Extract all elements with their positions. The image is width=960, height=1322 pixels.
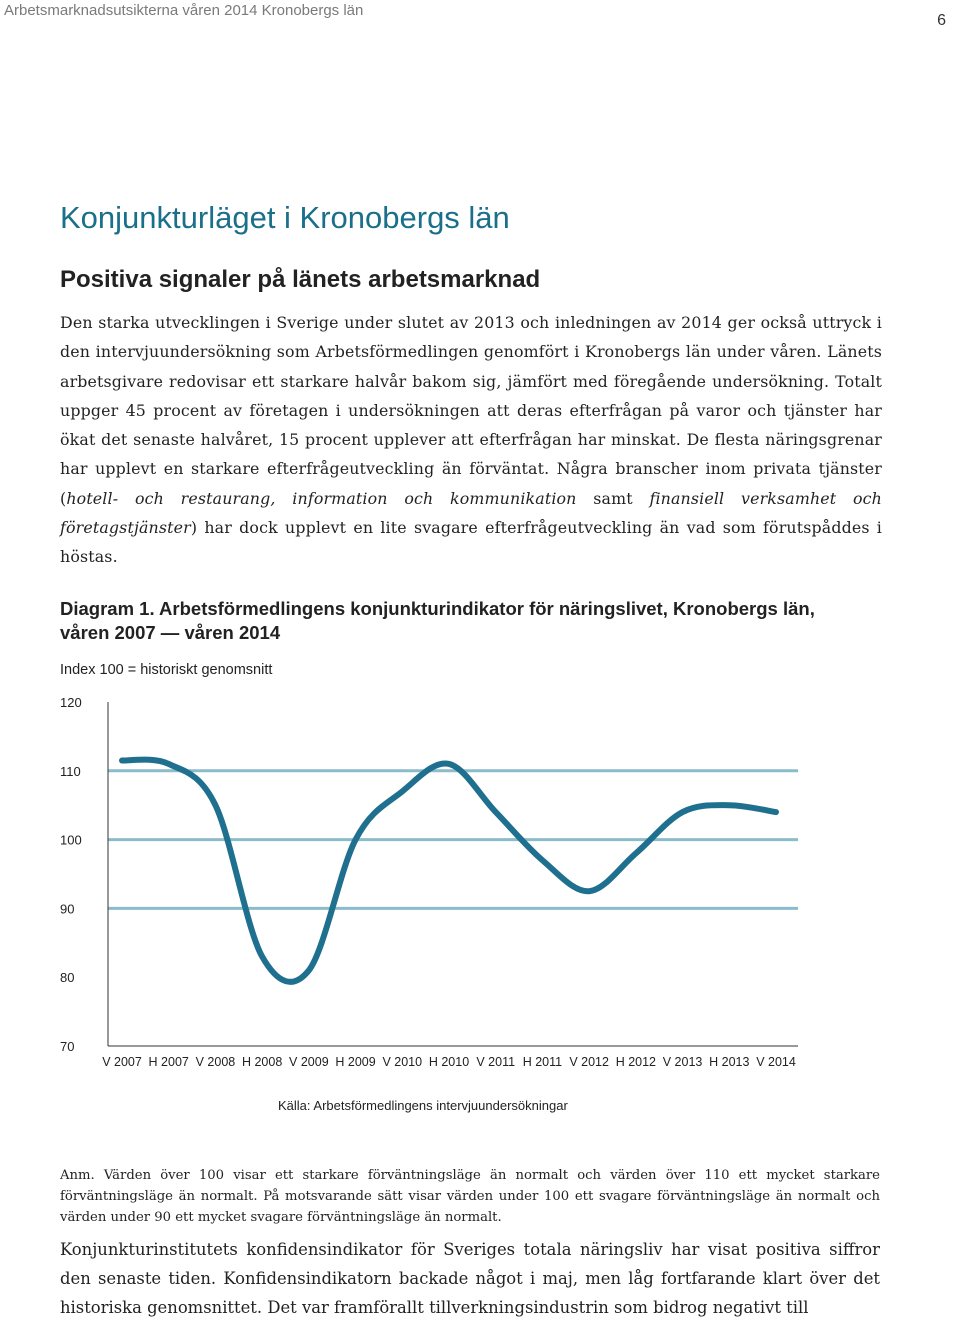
x-tick-label: V 2009: [289, 1055, 329, 1069]
page-number: 6: [937, 12, 946, 29]
x-tick-label: V 2013: [662, 1055, 703, 1069]
running-header: Arbetsmarknadsutsikterna våren 2014 Kronobergs län: [4, 2, 364, 19]
y-axis-ticks: [60, 695, 82, 1054]
y-tick-label: 70: [60, 1039, 75, 1054]
body-text-2: samt: [576, 488, 650, 508]
diagram-caption: Diagram 1. Arbetsförmedlingens konjunkturindikator för näringslivet, Kronobergs län, våren 2007 — våren 2014: [60, 598, 815, 643]
x-tick-label: V 2012: [569, 1055, 609, 1069]
y-tick-label: 80: [60, 970, 75, 986]
x-tick-label: H 2009: [335, 1055, 376, 1069]
x-tick-label: H 2010: [428, 1055, 470, 1069]
x-tick-label: V 2007: [102, 1055, 142, 1069]
x-tick-label: H 2012: [615, 1055, 657, 1069]
bottom-paragraph: Konjunkturinstitutets konfidensindikator för Sveriges totala näringsliv har visat positiva siffror den senaste tiden. Konfidensindikatorn backade något i maj, men låg fortfarande klart över det historiska genomsnittet. Det var framförallt tillverkningsindustrin som bidrog negativt till: [60, 1240, 880, 1317]
reference-lines: [108, 771, 798, 909]
y-tick-label: 120: [60, 695, 82, 710]
x-tick-label: V 2010: [382, 1055, 423, 1069]
body-italic-1: hotell- och restaurang, information och kommunikation: [66, 488, 577, 508]
page-title: Konjunkturläget i Kronobergs län: [60, 200, 510, 235]
body-italic-2: finansiell verksamhet och företagstjänster: [60, 488, 882, 538]
x-tick-label: H 2011: [522, 1055, 563, 1069]
index-note: Index 100 = historiskt genomsnitt: [60, 662, 273, 678]
chart-source: Källa: Arbetsförmedlingens intervjuundersökningar: [278, 1098, 568, 1113]
x-tick-label: V 2014: [756, 1055, 796, 1069]
x-axis-ticks: [102, 1055, 796, 1069]
body-text-1: Den starka utvecklingen i Sverige under slutet av 2013 och inledningen av 2014 ger också uttryck i den intervjuundersökning som Arbetsförmedlingen genomfört i Kronobergs län under våren. Länets arbetsgivare redovisar ett starkare halvår bakom sig, jämfört med föregående undersökning. Totalt uppger 45 procent av företagen i undersökningen att deras efterfrågan på varor och tjänster har ökat det senaste halvåret, 15 procent upplever att efterfrågan har minskat. De flesta näringsgrenar har upplevt en starkare efterfrågeutveckling än förväntat. Några branscher inom privata tjänster (: [60, 313, 882, 508]
section-subtitle: Positiva signaler på länets arbetsmarknad: [60, 266, 541, 293]
line-chart: [60, 688, 820, 1078]
body-text-3: ) har dock upplevt en lite svagare efterfrågeutveckling än vad som förutspåddes i höstas.: [60, 518, 882, 567]
y-tick-label: 110: [60, 763, 81, 779]
x-tick-label: H 2007: [148, 1055, 189, 1069]
x-tick-label: H 2008: [241, 1055, 283, 1069]
body-paragraph: [60, 308, 882, 572]
y-tick-label: 100: [60, 832, 82, 848]
x-tick-label: V 2008: [195, 1055, 236, 1069]
x-tick-label: H 2013: [709, 1055, 750, 1069]
y-tick-label: 90: [60, 901, 75, 917]
footnote: Anm. Värden över 100 visar ett starkare förväntningsläge än normalt och värden över 110 ett mycket starkare förväntningsläge än normalt. På motsvarande sätt visar värden under 100 ett svagare förväntningsläge än normalt och värden under 90 ett mycket svagare förväntningsläge än normalt.: [60, 1168, 880, 1225]
series-line: [122, 760, 776, 982]
x-tick-label: V 2011: [476, 1055, 516, 1069]
